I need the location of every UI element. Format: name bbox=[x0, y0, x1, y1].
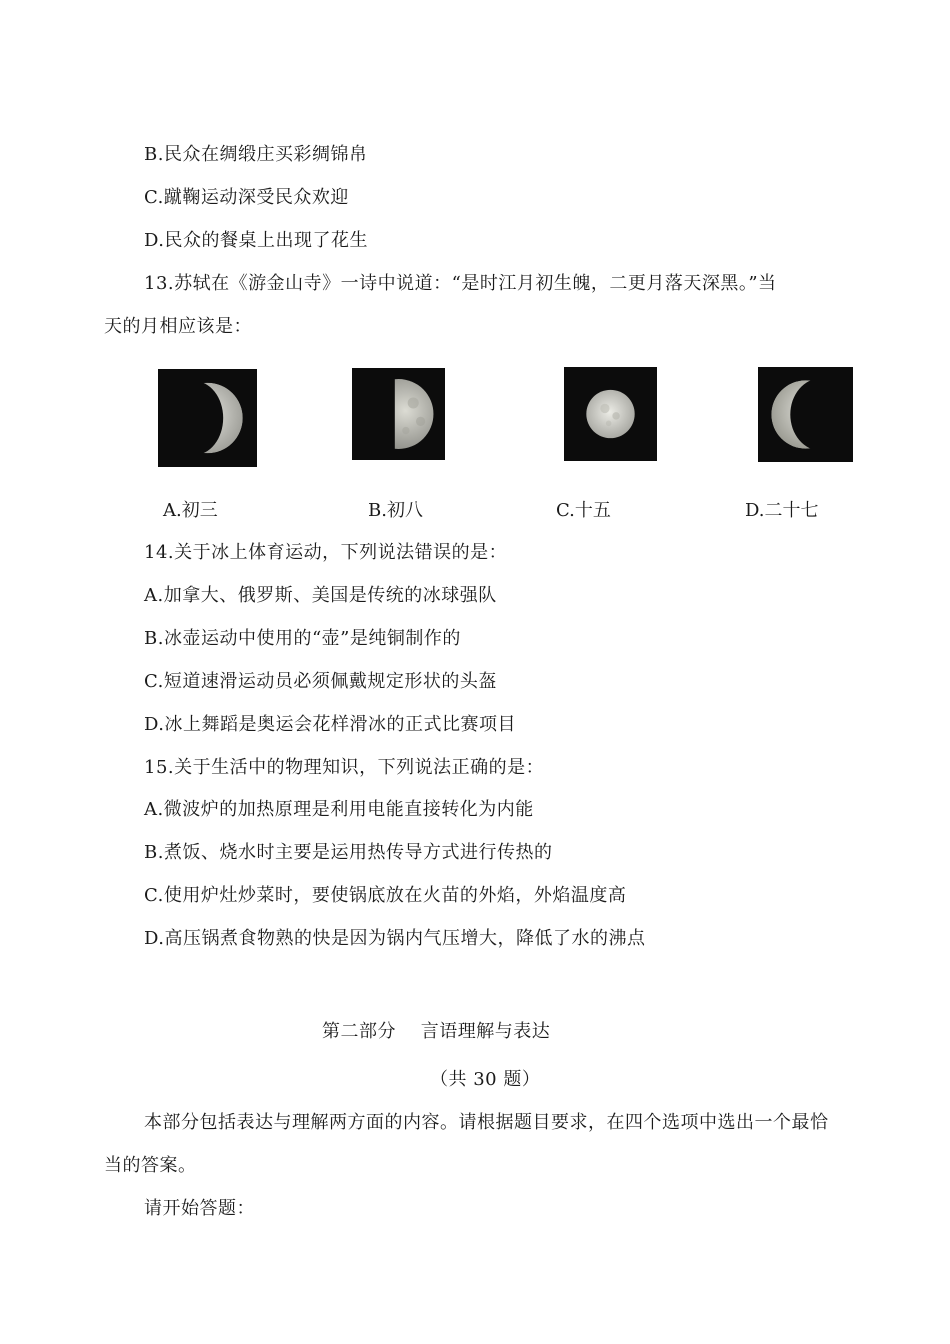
q14-stem: 14.关于冰上体育运动，下列说法错误的是： bbox=[144, 542, 508, 563]
q13-stem-line2: 天的月相应该是： bbox=[104, 316, 252, 337]
q13-option-a: A.初三 bbox=[163, 500, 218, 521]
q13-option-c: C.十五 bbox=[556, 500, 611, 521]
q13-option-b: B.初八 bbox=[368, 500, 423, 521]
full-moon-icon bbox=[564, 367, 657, 461]
q15-option-a: A.微波炉的加热原理是利用电能直接转化为内能 bbox=[144, 799, 534, 820]
waning-crescent-icon bbox=[758, 367, 853, 462]
first-quarter-icon bbox=[352, 368, 445, 460]
q12-option-c: C.蹴鞠运动深受民众欢迎 bbox=[144, 187, 349, 208]
q15-option-c: C.使用炉灶炒菜时，要使锅底放在火苗的外焰，外焰温度高 bbox=[144, 885, 627, 906]
q13-option-d: D.二十七 bbox=[745, 500, 819, 521]
part2-intro-line1: 本部分包括表达与理解两方面的内容。请根据题目要求，在四个选项中选出一个最恰 bbox=[144, 1112, 829, 1133]
q14-option-d: D.冰上舞蹈是奥运会花样滑冰的正式比赛项目 bbox=[144, 714, 517, 735]
q15-stem: 15.关于生活中的物理知识，下列说法正确的是： bbox=[144, 757, 545, 778]
q14-option-b: B.冰壶运动中使用的“壶”是纯铜制作的 bbox=[144, 628, 461, 649]
part2-start: 请开始答题： bbox=[144, 1198, 255, 1219]
q12-option-d: D.民众的餐桌上出现了花生 bbox=[144, 230, 369, 251]
q14-option-a: A.加拿大、俄罗斯、美国是传统的冰球强队 bbox=[144, 585, 497, 606]
q14-option-c: C.短道速滑运动员必须佩戴规定形状的头盔 bbox=[144, 671, 497, 692]
part2-intro-line2: 当的答案。 bbox=[104, 1155, 197, 1176]
waxing-crescent-icon bbox=[158, 369, 257, 467]
q15-option-b: B.煮饭、烧水时主要是运用热传导方式进行传热的 bbox=[144, 842, 553, 863]
part2-count: （共 30 题） bbox=[430, 1069, 541, 1090]
q12-option-b: B.民众在绸缎庄买彩绸锦帛 bbox=[144, 144, 368, 165]
q13-stem-line1: 13.苏轼在《游金山寺》一诗中说道：“是时江月初生魄，二更月落天深黑。”当 bbox=[144, 273, 777, 294]
q15-option-d: D.高压锅煮食物熟的快是因为锅内气压增大，降低了水的沸点 bbox=[144, 928, 646, 949]
part2-title: 第二部分 言语理解与表达 bbox=[322, 1021, 551, 1042]
